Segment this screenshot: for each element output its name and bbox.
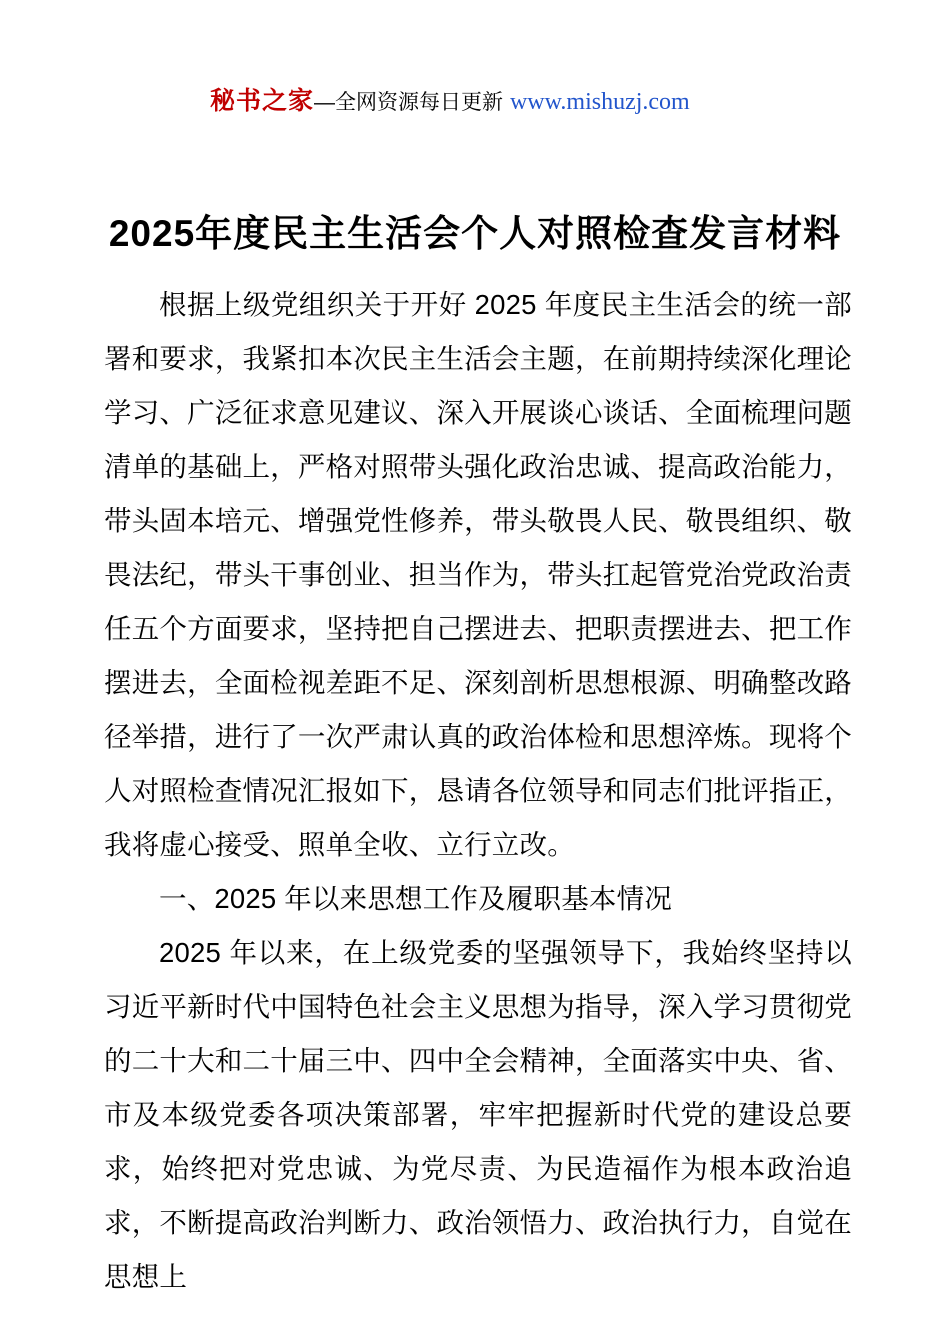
site-tagline: —全网资源每日更新 [314,91,504,114]
paragraph-section-one-body: 2025 年以来，在上级党委的坚强领导下，我始终坚持以习近平新时代中国特色社会主义思想为指导，深入学习贯彻党的二十大和二十届三中、四中全会精神，全面落实中央、省、市及本级党委各项决策部署，牢牢把握新时代党的建设总要求，始终把对党忠诚、为党尽责、为民造福作为根本政治追求，不断提高政治判断力、政治领悟力、政治执行力，自觉在思想上 [104,937,852,1292]
document-body [104,278,852,1304]
page-title: 2025年度民主生活会个人对照检查发言材料 [108,212,842,254]
site-watermark-banner [210,86,690,117]
paragraph-intro: 根据上级党组织关于开好 2025 年度民主生活会的统一部署和要求，我紧扣本次民主生活会主题，在前期持续深化理论学习、广泛征求意见建议、深入开展谈心谈话、全面梳理问题清单的基础上，严格对照带头强化政治忠诚、提高政治能力，带头固本培元、增强党性修养，带头敬畏人民、敬畏组织、敬畏法纪，带头干事创业、担当作为，带头扛起管党治党政治责任五个方面要求，坚持把自己摆进去、把职责摆进去、把工作摆进去，全面检视差距不足、深刻剖析思想根源、明确整改路径举措，进行了一次严肃认真的政治体检和思想淬炼。现将个人对照检查情况汇报如下，恳请各位领导和同志们批评指正，我将虚心接受、照单全收、立行立改。 [104,289,852,860]
site-url-link[interactable]: www.mishuzj.com [509,89,690,115]
site-brand-name: 秘书之家 [210,88,315,115]
section-heading-one: 一、2025 年以来思想工作及履职基本情况 [159,883,673,914]
